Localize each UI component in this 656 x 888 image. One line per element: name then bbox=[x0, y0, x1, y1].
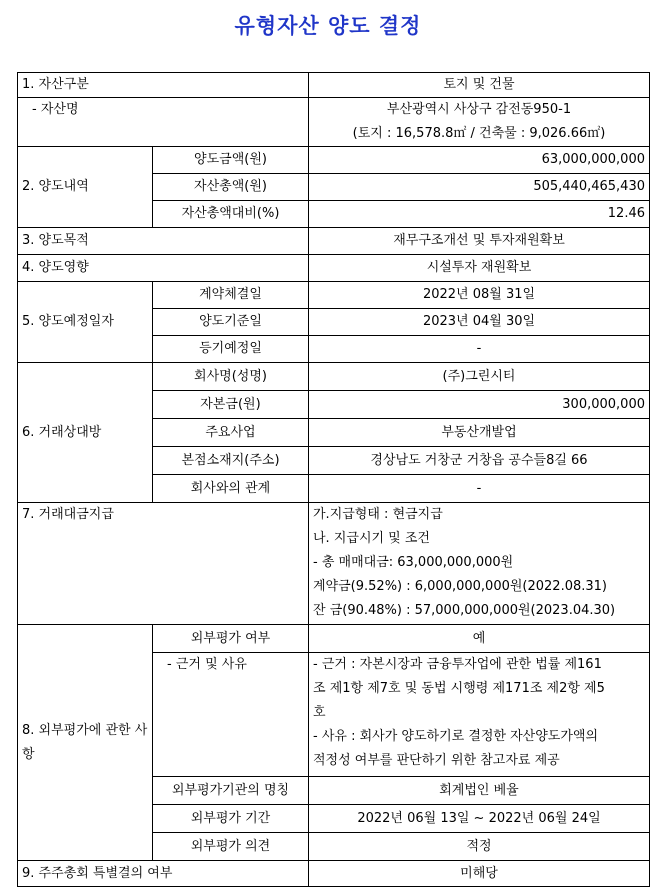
asset-type-value: 토지 및 건물 bbox=[309, 73, 650, 98]
asset-ratio-value: 12.46 bbox=[309, 201, 650, 228]
company-name-label: 회사명(성명) bbox=[153, 363, 309, 391]
row-payment bbox=[18, 503, 650, 625]
external-period-value: 2022년 06월 13일 ~ 2022년 06월 24일 bbox=[309, 805, 650, 833]
row-impact bbox=[18, 255, 650, 282]
relation-value: - bbox=[309, 475, 650, 503]
address-value: 경상남도 거창군 거창읍 공수들8길 66 bbox=[309, 447, 650, 475]
payment-line: 계약금(9.52%) : 6,000,000,000원(2022.08.31) bbox=[313, 579, 608, 594]
payment-line: 잔 금(90.48%) : 57,000,000,000원(2023.04.30) bbox=[313, 603, 616, 618]
reason-line: - 근거 : 자본시장과 금융투자업에 관한 법률 제161 bbox=[313, 657, 602, 672]
impact-value: 시설투자 재원확보 bbox=[309, 255, 650, 282]
payment-line: 나. 지급시기 및 조건 bbox=[313, 531, 430, 546]
reason-line: 조 제1항 제7호 및 동법 시행령 제171조 제2항 제5 bbox=[313, 681, 605, 696]
base-date-value: 2023년 04월 30일 bbox=[309, 309, 650, 336]
purpose-value: 재무구조개선 및 투자재원확보 bbox=[309, 228, 650, 255]
page-title: 유형자산 양도 결정 bbox=[234, 13, 422, 38]
asset-name-value bbox=[309, 98, 650, 147]
base-date-label: 양도기준일 bbox=[153, 309, 309, 336]
reason-line: 적정성 여부를 판단하기 위한 참고자료 제공 bbox=[313, 753, 560, 768]
transfer-label: 2. 양도내역 bbox=[18, 147, 153, 228]
shareholder-label: 9. 주주총회 특별결의 여부 bbox=[18, 861, 309, 887]
schedule-label: 5. 양도예정일자 bbox=[18, 282, 153, 363]
counterparty-label: 6. 거래상대방 bbox=[18, 363, 153, 503]
capital-value: 300,000,000 bbox=[309, 391, 650, 419]
row-company-name bbox=[18, 363, 650, 391]
external-whether-label: 외부평가 여부 bbox=[153, 625, 309, 653]
payment-label: 7. 거래대금지급 bbox=[18, 503, 309, 625]
external-opinion-label: 외부평가 의견 bbox=[153, 833, 309, 861]
main-business-label: 주요사업 bbox=[153, 419, 309, 447]
payment-line: - 총 매매대금: 63,000,000,000원 bbox=[313, 555, 514, 570]
capital-label: 자본금(원) bbox=[153, 391, 309, 419]
purpose-label: 3. 양도목적 bbox=[18, 228, 309, 255]
company-name-value: (주)그린시티 bbox=[309, 363, 650, 391]
row-asset-name bbox=[18, 98, 650, 147]
total-assets-value: 505,440,465,430 bbox=[309, 174, 650, 201]
row-shareholder-resolution bbox=[18, 861, 650, 887]
asset-address: 부산광역시 사상구 감전동950-1 bbox=[386, 102, 572, 117]
address-label: 본점소재지(주소) bbox=[153, 447, 309, 475]
relation-label: 회사와의 관계 bbox=[153, 475, 309, 503]
shareholder-value: 미해당 bbox=[309, 861, 650, 887]
row-purpose bbox=[18, 228, 650, 255]
payment-value bbox=[309, 503, 650, 625]
asset-type-label: 1. 자산구분 bbox=[18, 73, 309, 98]
transfer-amount-label: 양도금액(원) bbox=[153, 147, 309, 174]
registry-date-value: - bbox=[309, 336, 650, 363]
external-period-label: 외부평가 기간 bbox=[153, 805, 309, 833]
external-agency-label: 외부평가기관의 명칭 bbox=[153, 777, 309, 805]
row-external-whether bbox=[18, 625, 650, 653]
registry-date-label: 등기예정일 bbox=[153, 336, 309, 363]
contract-date-label: 계약체결일 bbox=[153, 282, 309, 309]
payment-line: 가.지급형태 : 현금지급 bbox=[313, 507, 443, 522]
asset-area: (토지 : 16,578.8㎡ / 건축물 : 9,026.66㎡) bbox=[352, 126, 606, 141]
asset-ratio-label: 자산총액대비(%) bbox=[153, 201, 309, 228]
reason-line: - 사유 : 회사가 양도하기로 결정한 자산양도가액의 bbox=[313, 729, 599, 744]
impact-label: 4. 양도영향 bbox=[18, 255, 309, 282]
row-transfer-amount bbox=[18, 147, 650, 174]
contract-date-value: 2022년 08월 31일 bbox=[309, 282, 650, 309]
external-opinion-value: 적정 bbox=[309, 833, 650, 861]
reason-line: 호 bbox=[313, 705, 326, 720]
row-contract-date bbox=[18, 282, 650, 309]
external-agency-value: 회계법인 베율 bbox=[309, 777, 650, 805]
asset-name-label: - 자산명 bbox=[18, 98, 309, 147]
external-reason-label: - 근거 및 사유 bbox=[153, 653, 309, 777]
transfer-amount-value: 63,000,000,000 bbox=[309, 147, 650, 174]
main-business-value: 부동산개발업 bbox=[309, 419, 650, 447]
disclosure-table bbox=[17, 72, 650, 887]
external-label: 8. 외부평가에 관한 사항 bbox=[18, 625, 153, 861]
row-asset-type bbox=[18, 73, 650, 98]
external-whether-value: 예 bbox=[309, 625, 650, 653]
total-assets-label: 자산총액(원) bbox=[153, 174, 309, 201]
external-reason-value bbox=[309, 653, 650, 777]
